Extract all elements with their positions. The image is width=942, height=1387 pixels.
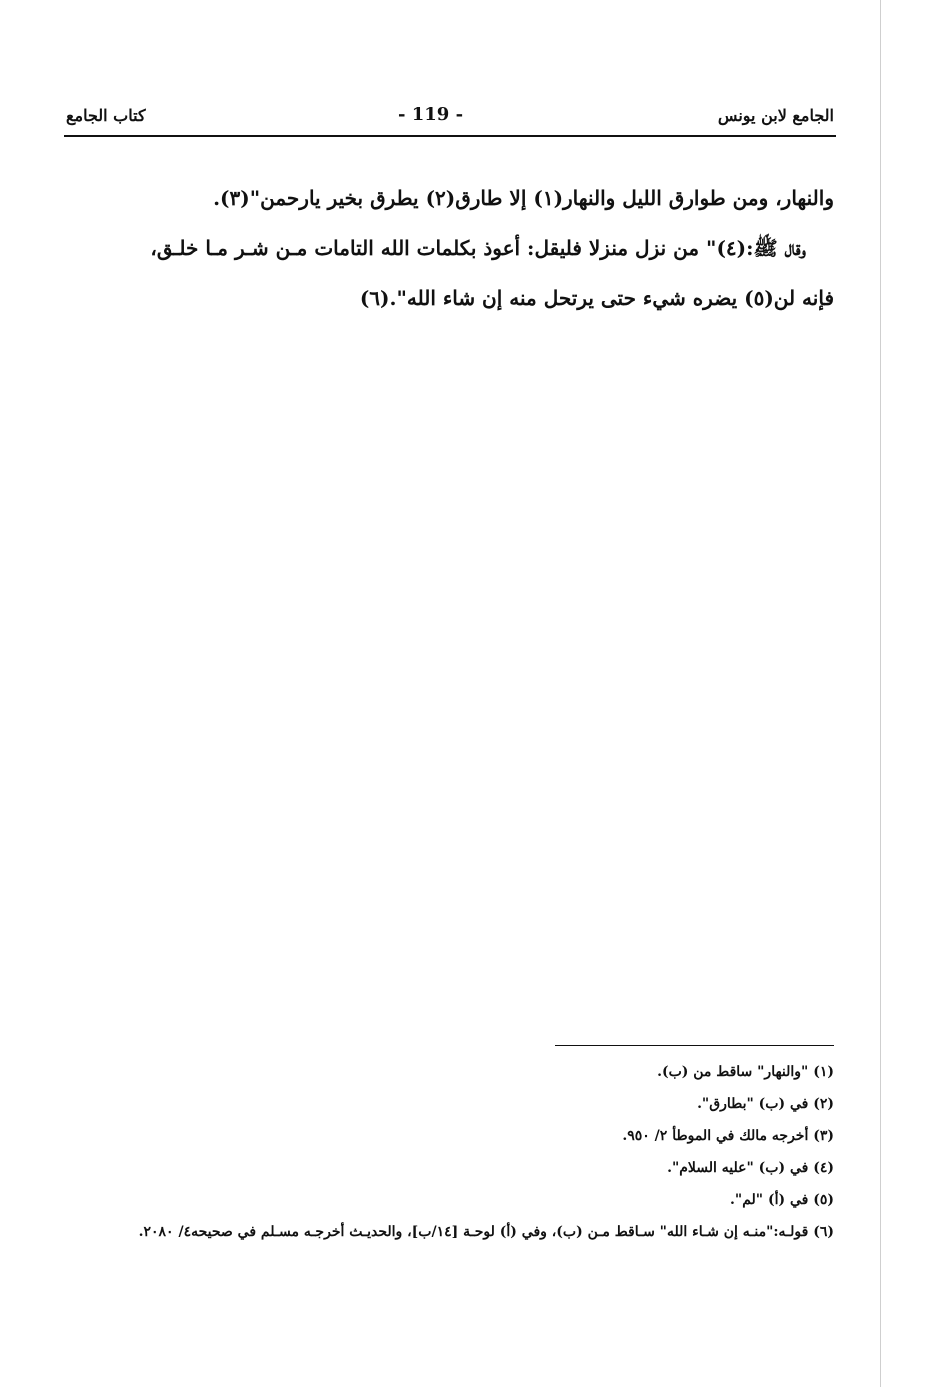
footnote-5: (٥) في (أ) "لم". [730, 1192, 834, 1208]
footnote-6: (٦) قولـه:"منـه إن شـاء الله" سـاقط مـن (ب)، وفي (أ) لوحـة [١٤/ب]، والحديـث أخرجـه مسـلم في صحيحه٤/ ٢٠٨٠. [138, 1224, 834, 1240]
page-edge-line [880, 0, 881, 1387]
page-number: - 119 - [398, 104, 464, 125]
footnotes [62, 1056, 834, 1248]
footnote-3: (٣) أخرجه مالك في الموطأ ٢/ ٩٥٠. [622, 1128, 834, 1144]
running-title-left: كتاب الجامع [66, 106, 146, 125]
paragraph-1: والنهار، ومن طوارق الليل والنهار(١) إلا طارق(٢) يطرق بخير يارحمن"(٣). [213, 186, 834, 210]
footnote-1: (١) "والنهار" ساقط من (ب). [657, 1064, 834, 1080]
footnote-4: (٤) في (ب) "عليه السلام". [667, 1160, 834, 1176]
running-title-right: الجامع لابن يونس [717, 106, 834, 125]
main-text [62, 173, 834, 323]
paragraph-2-line-1: وقال ﷺ:(٤)" من نزل منزلا فليقل: أعوذ بكلمات الله التامات مـن شـر مـا خلـق، [150, 236, 806, 260]
footnote-2: (٢) في (ب) "بطارق". [697, 1096, 834, 1112]
footnote-separator [555, 1045, 834, 1046]
paragraph-2-line-2: فإنه لن(٥) يضره شيء حتى يرتحل منه إن شاء الله".(٦) [359, 286, 834, 310]
page-header [64, 104, 834, 134]
header-rule [64, 135, 836, 137]
